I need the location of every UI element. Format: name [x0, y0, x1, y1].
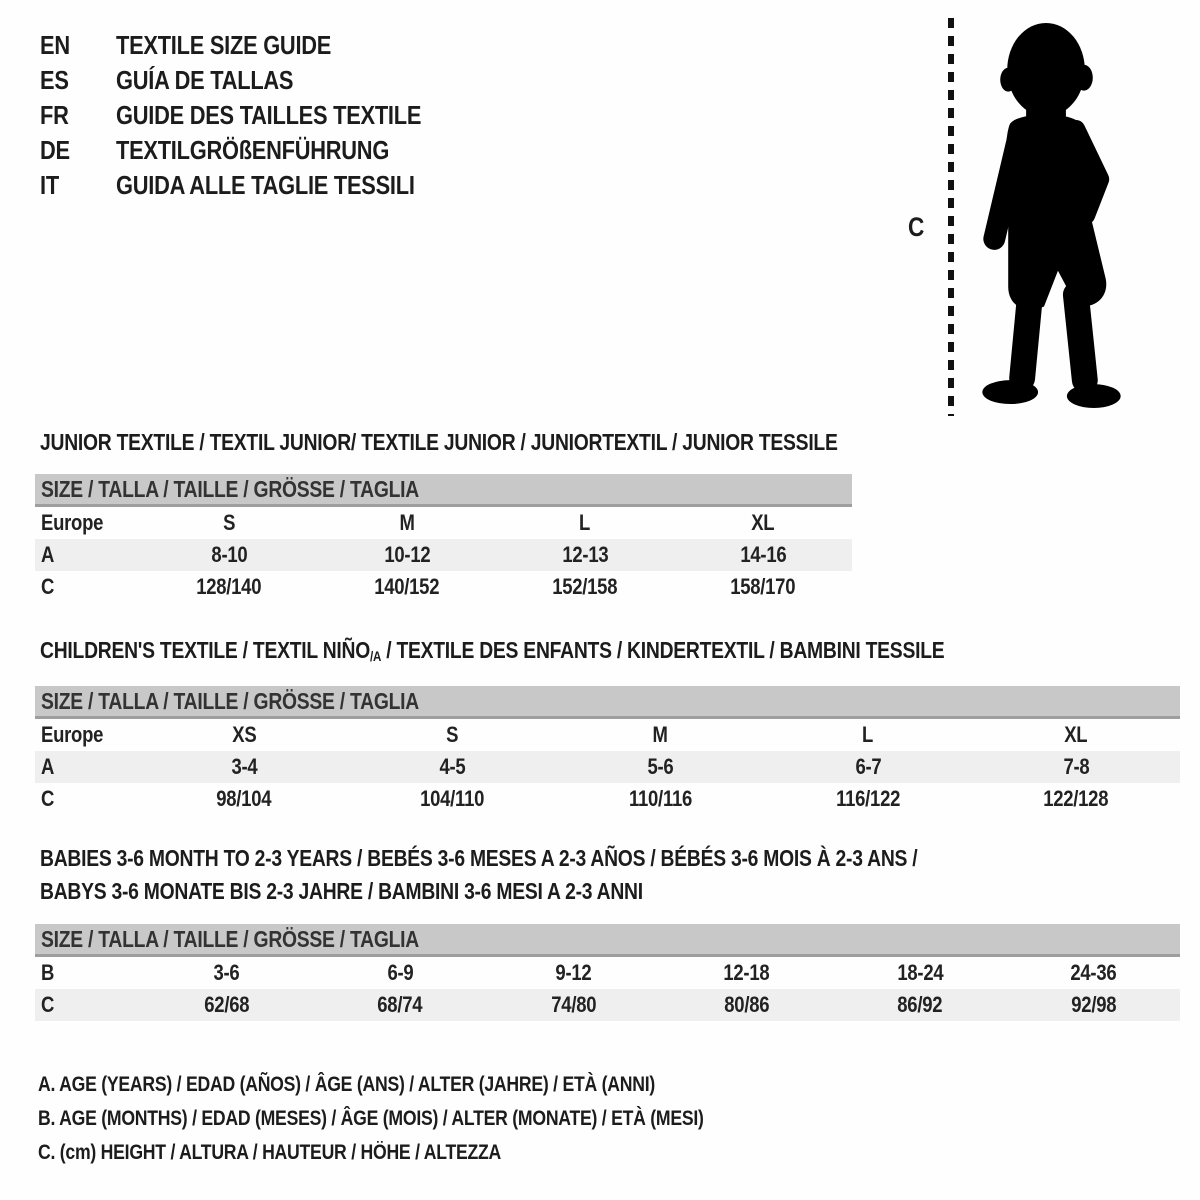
row-label: A [41, 754, 55, 779]
size-header-text: SIZE / TALLA / TAILLE / GRÖSSE / TAGLIA [41, 476, 419, 502]
cell-value: S [445, 722, 459, 747]
cell-value: 86/92 [897, 992, 943, 1017]
language-title: TEXTILGRÖßENFÜHRUNG [116, 135, 390, 165]
table-row-b [35, 957, 1180, 989]
cell-value: 7-8 [1063, 754, 1089, 779]
section-title-babies [40, 842, 1180, 908]
language-row-de [40, 133, 479, 168]
title-text: BABYS 3-6 MONATE BIS 2-3 JAHRE / BAMBINI 3-6 MESI A 2-3 ANNI [40, 878, 643, 904]
legend-line-1: A. AGE (YEARS) / EDAD (AÑOS) / ÂGE (ANS) / ALTER (JAHRE) / ETÀ (ANNI) [38, 1073, 656, 1096]
row-label: A [41, 542, 55, 567]
table-row-c [35, 571, 852, 603]
cell-value: 3-4 [231, 754, 257, 779]
size-header-bar [35, 924, 1180, 957]
language-code: IT [40, 170, 59, 200]
language-title: GUÍA DE TALLAS [116, 65, 294, 95]
language-code: EN [40, 30, 70, 60]
cell-value: 80/86 [724, 992, 770, 1017]
row-label: Europe [41, 722, 104, 747]
row-label: C [41, 786, 55, 811]
cell-value: 3-6 [213, 960, 240, 985]
title-text: / TEXTILE DES ENFANTS / KINDERTEXTIL / BAMBINI TESSILE [381, 637, 945, 663]
row-label: C [41, 574, 55, 599]
cell-value: 152/158 [552, 574, 618, 599]
cell-value: XL [751, 510, 775, 535]
language-title: GUIDA ALLE TAGLIE TESSILI [116, 170, 415, 200]
row-label: Europe [41, 510, 104, 535]
language-row-it [40, 168, 479, 203]
language-row-es [40, 63, 479, 98]
language-row-fr [40, 98, 479, 133]
row-label: C [41, 992, 55, 1017]
cell-value: 8-10 [211, 542, 247, 567]
cell-value: 12-18 [723, 960, 770, 985]
cell-value: 24-36 [1070, 960, 1117, 985]
cell-value: 140/152 [374, 574, 440, 599]
size-header-text: SIZE / TALLA / TAILLE / GRÖSSE / TAGLIA [41, 926, 419, 952]
cell-value: 10-12 [383, 542, 431, 567]
table-row-a [35, 539, 852, 571]
section-title-children [40, 636, 1180, 668]
table-row-c [35, 783, 1180, 815]
height-measure-label [908, 212, 927, 243]
language-code: ES [40, 65, 69, 95]
cell-value: 6-7 [855, 754, 881, 779]
cell-value: 158/170 [730, 574, 796, 599]
cell-value: 9-12 [555, 960, 592, 985]
cell-value: 18-24 [896, 960, 943, 985]
cell-value: 128/140 [196, 574, 262, 599]
language-code: FR [40, 100, 69, 130]
cell-value: S [222, 510, 236, 535]
size-header-bar [35, 686, 1180, 719]
title-text: CHILDREN'S TEXTILE / TEXTIL NIÑO [40, 637, 371, 663]
table-row-a [35, 751, 1180, 783]
baby-silhouette-icon [963, 18, 1135, 416]
cell-value: 68/74 [377, 992, 423, 1017]
table-row-europe [35, 507, 852, 539]
legend [38, 1068, 830, 1170]
size-header-text: SIZE / TALLA / TAILLE / GRÖSSE / TAGLIA [41, 688, 419, 714]
table-row-c [35, 989, 1180, 1021]
cell-value: 116/122 [835, 786, 901, 811]
language-title: GUIDE DES TAILLES TEXTILE [116, 100, 422, 130]
cell-value: XS [231, 722, 257, 747]
cell-value: 62/68 [204, 992, 250, 1017]
language-title-list [40, 28, 479, 203]
legend-line-2: B. AGE (MONTHS) / EDAD (MESES) / ÂGE (MOIS) / ALTER (MONATE) / ETÀ (MESI) [38, 1107, 704, 1130]
title-text: BABIES 3-6 MONTH TO 2-3 YEARS / BEBÉS 3-6 MESES A 2-3 AÑOS / BÉBÉS 3-6 MOIS À 2-3 ANS / [40, 845, 918, 871]
cell-value: 74/80 [550, 992, 596, 1017]
title-text: /A [370, 649, 382, 664]
cell-value: 110/116 [628, 786, 692, 811]
language-row-en [40, 28, 479, 63]
cell-value: 4-5 [439, 754, 465, 779]
cell-value: 122/128 [1043, 786, 1109, 811]
measure-letter: C [908, 212, 925, 242]
cell-value: 5-6 [647, 754, 673, 779]
language-title: TEXTILE SIZE GUIDE [116, 30, 332, 60]
cell-value: L [862, 722, 874, 747]
section-title-junior [40, 428, 852, 456]
language-code: DE [40, 135, 70, 165]
cell-value: M [652, 722, 668, 747]
cell-value: L [579, 510, 591, 535]
title-text: JUNIOR TEXTILE / TEXTIL JUNIOR/ TEXTILE JUNIOR / JUNIORTEXTIL / JUNIOR TESSILE [40, 429, 838, 455]
row-label: B [41, 960, 55, 985]
cell-value: M [399, 510, 415, 535]
legend-line-3: C. (cm) HEIGHT / ALTURA / HAUTEUR / HÖHE / ALTEZZA [38, 1141, 502, 1164]
section-children [35, 636, 1180, 815]
cell-value: 14-16 [739, 542, 787, 567]
section-babies [35, 842, 1180, 1021]
cell-value: 12-13 [561, 542, 609, 567]
size-header-bar [35, 474, 852, 507]
cell-value: 6-9 [387, 960, 413, 985]
cell-value: 104/110 [419, 786, 485, 811]
cell-value: 92/98 [1070, 992, 1116, 1017]
cell-value: 98/104 [216, 786, 272, 811]
section-junior [35, 428, 852, 603]
cell-value: XL [1064, 722, 1088, 747]
height-measure-line [948, 18, 954, 416]
table-row-europe [35, 719, 1180, 751]
